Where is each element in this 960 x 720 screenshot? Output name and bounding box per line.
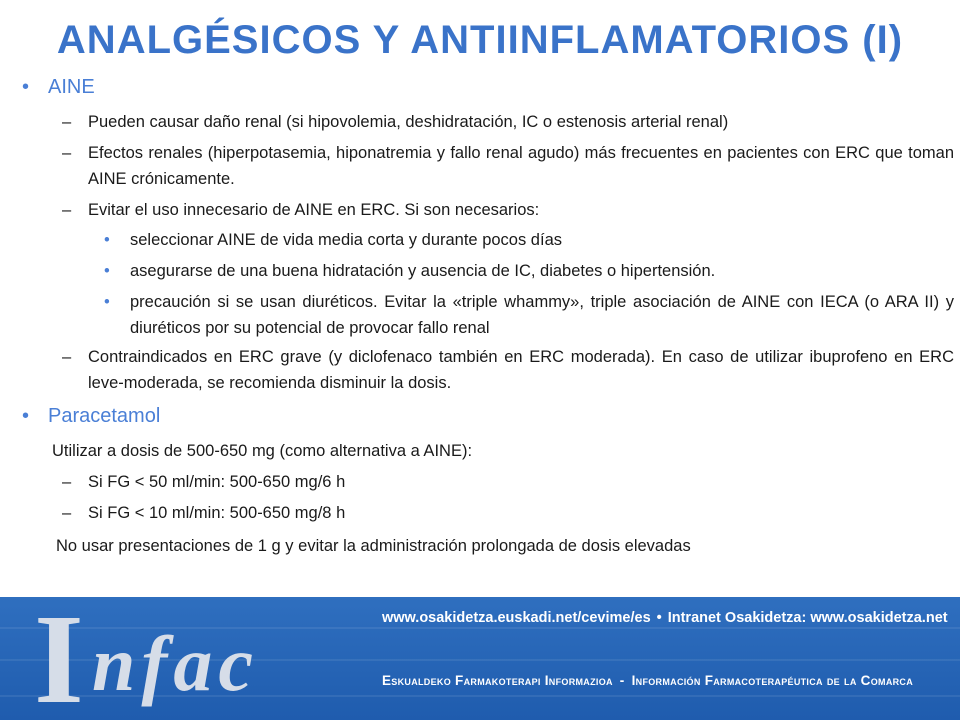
slide-title: ANALGÉSICOS Y ANTIINFLAMATORIOS (I) [56, 18, 904, 62]
aine-subitem-text: precaución si se usan diuréticos. Evitar la «triple whammy», triple asociación de AINE con IECA (o ARA II) y diuréticos por su potencial de provocar fallo renal [130, 293, 954, 337]
subtitle-es: Información Farmacoterapéutica de la Comarca [631, 673, 914, 688]
link-intranet[interactable]: Intranet Osakidetza: www.osakidetza.net [667, 610, 948, 626]
dash-marker: – [62, 201, 72, 219]
dash-marker: – [62, 113, 72, 131]
sub-bullet-dot: • [104, 262, 110, 280]
sub-bullet-dot: • [104, 231, 110, 249]
aine-item-text: Pueden causar daño renal (si hipovolemia, deshidratación, IC o estenosis arterial renal) [88, 113, 729, 131]
aine-item-text: Contraindicados en ERC grave (y diclofenaco también en ERC moderada). En caso de utilizar ibuprofeno en ERC leve-moderada, se recomienda disminuir la dosis. [88, 348, 954, 392]
logo-rest: nfac [92, 620, 259, 707]
sub-bullet-dot: • [104, 293, 110, 311]
dash-marker: – [62, 504, 72, 522]
aine-subitem-text: seleccionar AINE de vida media corta y durante pocos días [130, 231, 562, 249]
paracetamol-intro: Utilizar a dosis de 500-650 mg (como alternativa a AINE): [52, 442, 473, 460]
dash-marker: – [62, 473, 72, 491]
dash-marker: – [62, 144, 72, 162]
paracetamol-note: No usar presentaciones de 1 g y evitar la administración prolongada de dosis elevadas [56, 537, 691, 555]
aine-item-text: Efectos renales (hiperpotasemia, hiponatremia y fallo renal agudo) más frecuentes en pacientes con ERC que toman AINE crónicamente. [88, 144, 954, 188]
bullet-dot: • [22, 405, 30, 427]
footer-links [382, 610, 948, 626]
subtitle-eu: Eskualdeko Farmakoterapi Informazioa [382, 673, 613, 688]
subtitle-separator: - [619, 673, 625, 688]
dash-marker: – [62, 348, 72, 366]
footer-banner [0, 597, 960, 720]
footer-subtitle [382, 673, 913, 688]
aine-item-text: Evitar el uso innecesario de AINE en ERC. Si son necesarios: [88, 201, 540, 219]
logo-initial: I [34, 597, 84, 720]
paracetamol-item-text: Si FG < 10 ml/min: 500-650 mg/8 h [88, 504, 346, 522]
paracetamol-heading: Paracetamol [48, 405, 161, 427]
aine-heading: AINE [48, 76, 95, 98]
paracetamol-item-text: Si FG < 50 ml/min: 500-650 mg/6 h [88, 473, 346, 491]
bullet-dot: • [22, 76, 30, 98]
aine-subitem-text: asegurarse de una buena hidratación y ausencia de IC, diabetes o hipertensión. [130, 262, 716, 280]
link-cevime[interactable]: www.osakidetza.euskadi.net/cevime/es [382, 610, 651, 626]
footer-separator: • [656, 610, 662, 626]
